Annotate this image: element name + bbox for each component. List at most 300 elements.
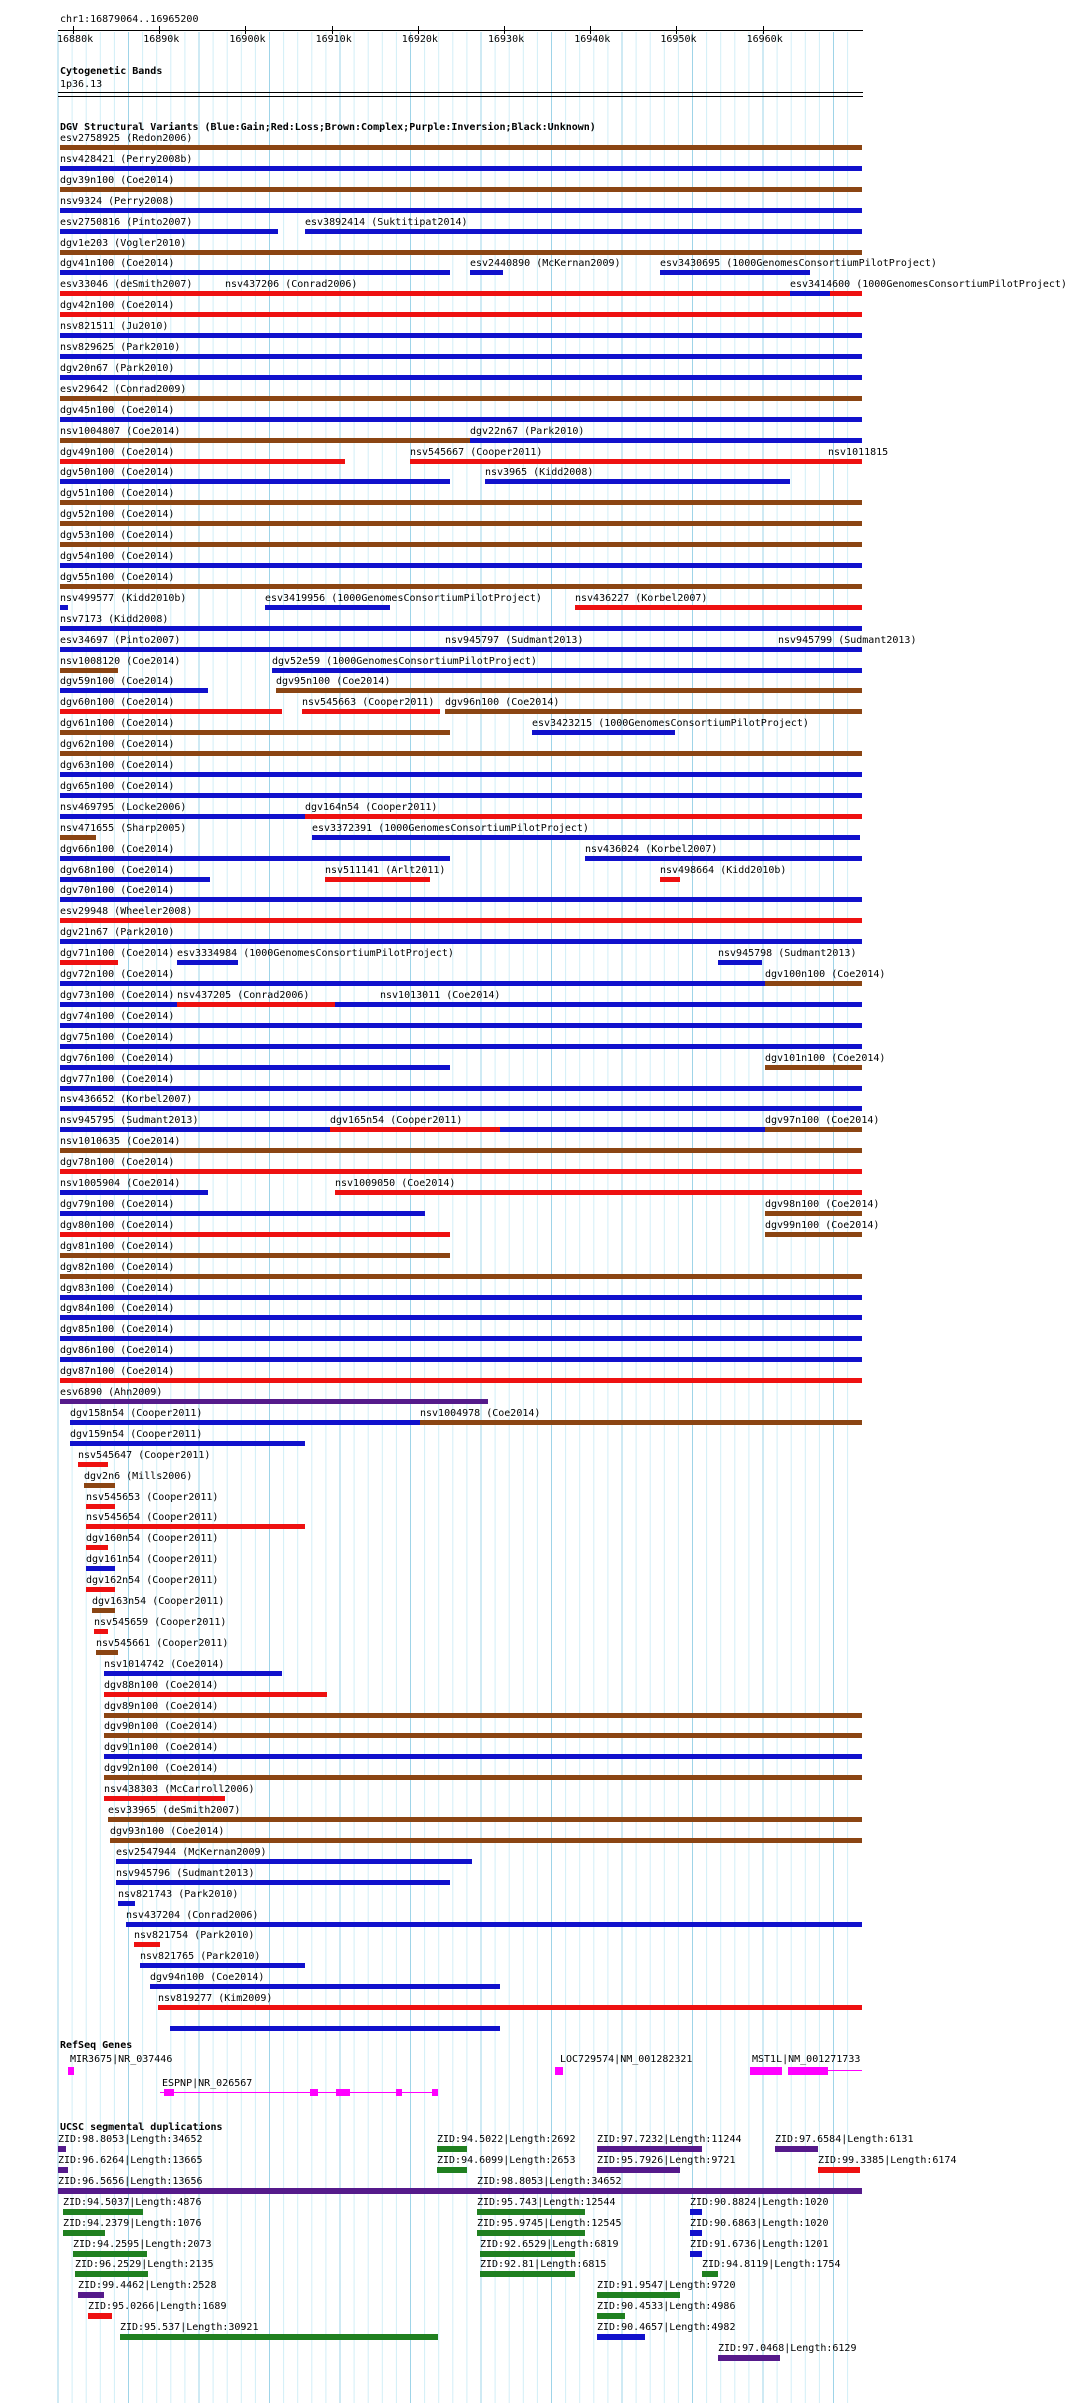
- variant-label[interactable]: nsv428421 (Perry2008b): [60, 153, 193, 165]
- variant-bar[interactable]: [420, 1420, 862, 1425]
- variant-bar[interactable]: [104, 1733, 862, 1738]
- variant-bar[interactable]: [60, 1211, 425, 1216]
- variant-label[interactable]: dgv81n100 (Coe2014): [60, 1240, 175, 1252]
- segdup-label[interactable]: ZID:95.537|Length:30921: [120, 2322, 259, 2334]
- variant-bar[interactable]: [60, 417, 862, 422]
- segdup-bar[interactable]: [120, 2334, 438, 2340]
- variant-label[interactable]: esv3423215 (1000GenomesConsortiumPilotProject): [532, 718, 809, 730]
- variant-bar[interactable]: [60, 793, 862, 798]
- variant-label[interactable]: esv3430695 (1000GenomesConsortiumPilotProject): [660, 258, 937, 270]
- variant-label[interactable]: dgv161n54 (Cooper2011): [86, 1554, 219, 1566]
- segdup-bar[interactable]: [480, 2271, 575, 2277]
- variant-bar[interactable]: [177, 960, 238, 965]
- segdup-label[interactable]: ZID:96.2529|Length:2135: [75, 2259, 214, 2271]
- variant-label[interactable]: nsv821765 (Park2010): [140, 1951, 261, 1963]
- gene-label[interactable]: MST1L|NM_001271733: [752, 2054, 861, 2065]
- variant-label[interactable]: dgv2n6 (Mills2006): [84, 1470, 193, 1482]
- variant-bar[interactable]: [60, 939, 862, 944]
- variant-label[interactable]: dgv164n54 (Cooper2011): [305, 801, 438, 813]
- variant-bar[interactable]: [60, 1044, 862, 1049]
- variant-label[interactable]: dgv165n54 (Cooper2011): [330, 1115, 463, 1127]
- variant-bar[interactable]: [118, 1901, 135, 1906]
- variant-bar[interactable]: [104, 1692, 327, 1697]
- variant-bar[interactable]: [60, 521, 862, 526]
- variant-bar[interactable]: [60, 563, 862, 568]
- variant-label[interactable]: nsv821511 (Ju2010): [60, 321, 169, 333]
- segdup-label[interactable]: ZID:90.4533|Length:4986: [597, 2301, 736, 2313]
- variant-bar[interactable]: [78, 1462, 108, 1467]
- variant-bar[interactable]: [60, 877, 210, 882]
- variant-bar[interactable]: [126, 1922, 862, 1927]
- variant-label[interactable]: esv34697 (Pinto2007): [60, 634, 181, 646]
- variant-label[interactable]: dgv96n100 (Coe2014): [445, 697, 560, 709]
- variant-bar[interactable]: [86, 1587, 115, 1592]
- variant-bar[interactable]: [116, 1859, 472, 1864]
- variant-bar[interactable]: [778, 647, 862, 652]
- variant-label[interactable]: dgv159n54 (Cooper2011): [70, 1428, 203, 1440]
- segdup-bar[interactable]: [63, 2230, 105, 2236]
- variant-bar[interactable]: [305, 229, 862, 234]
- variant-bar[interactable]: [60, 626, 862, 631]
- variant-label[interactable]: dgv95n100 (Coe2014): [276, 676, 391, 688]
- variant-bar[interactable]: [60, 772, 862, 777]
- variant-label[interactable]: dgv1e203 (Vogler2010): [60, 237, 187, 249]
- segdup-label[interactable]: ZID:99.3385|Length:6174: [818, 2154, 957, 2166]
- variant-bar[interactable]: [60, 918, 862, 923]
- variant-label[interactable]: dgv86n100 (Coe2014): [60, 1345, 175, 1357]
- variant-bar[interactable]: [828, 459, 862, 464]
- variant-label[interactable]: nsv7173 (Kidd2008): [60, 613, 169, 625]
- variant-label[interactable]: dgv63n100 (Coe2014): [60, 760, 175, 771]
- variant-bar[interactable]: [104, 1796, 225, 1801]
- segdup-bar[interactable]: [690, 2230, 702, 2236]
- variant-bar[interactable]: [765, 1211, 862, 1216]
- segdup-label[interactable]: ZID:95.743|Length:12544: [477, 2196, 616, 2208]
- segdup-bar[interactable]: [63, 2209, 143, 2215]
- variant-bar[interactable]: [86, 1545, 108, 1550]
- variant-label[interactable]: dgv76n100 (Coe2014): [60, 1052, 175, 1064]
- gene-label[interactable]: LOC729574|NM_001282321: [560, 2054, 693, 2065]
- segdup-bar[interactable]: [477, 2188, 862, 2194]
- variant-bar[interactable]: [86, 1566, 115, 1571]
- variant-bar[interactable]: [60, 835, 96, 840]
- variant-bar[interactable]: [335, 1190, 862, 1195]
- variant-bar[interactable]: [60, 1086, 862, 1091]
- variant-label[interactable]: nsv437204 (Conrad2006): [126, 1909, 259, 1921]
- variant-label[interactable]: nsv499577 (Kidd2010b): [60, 592, 187, 604]
- variant-label[interactable]: esv3334984 (1000GenomesConsortiumPilotProject): [177, 948, 454, 960]
- variant-bar[interactable]: [718, 960, 762, 965]
- variant-label[interactable]: dgv22n67 (Park2010): [470, 425, 585, 437]
- segdup-bar[interactable]: [690, 2209, 702, 2215]
- variant-label[interactable]: dgv84n100 (Coe2014): [60, 1303, 175, 1315]
- segdup-bar[interactable]: [690, 2251, 702, 2257]
- gene-glyph[interactable]: [828, 2070, 862, 2071]
- segdup-label[interactable]: ZID:90.6863|Length:1020: [690, 2217, 829, 2229]
- variant-bar[interactable]: [380, 1002, 862, 1007]
- variant-label[interactable]: esv2547944 (McKernan2009): [116, 1846, 267, 1858]
- variant-bar[interactable]: [532, 730, 675, 735]
- gene-glyph[interactable]: [68, 2067, 74, 2075]
- variant-label[interactable]: nsv1013011 (Coe2014): [380, 989, 501, 1001]
- variant-label[interactable]: dgv55n100 (Coe2014): [60, 571, 175, 583]
- gene-glyph[interactable]: [788, 2067, 828, 2075]
- variant-bar[interactable]: [60, 981, 862, 986]
- variant-label[interactable]: dgv41n100 (Coe2014): [60, 258, 175, 270]
- variant-label[interactable]: nsv545661 (Cooper2011): [96, 1637, 229, 1649]
- variant-label[interactable]: dgv92n100 (Coe2014): [104, 1763, 219, 1775]
- variant-label[interactable]: dgv70n100 (Coe2014): [60, 885, 175, 897]
- variant-bar[interactable]: [60, 1336, 862, 1341]
- variant-label[interactable]: nsv1008120 (Coe2014): [60, 655, 181, 667]
- variant-bar[interactable]: [225, 291, 775, 296]
- variant-bar[interactable]: [60, 542, 862, 547]
- variant-bar[interactable]: [60, 897, 862, 902]
- variant-bar[interactable]: [177, 1002, 335, 1007]
- variant-label[interactable]: dgv62n100 (Coe2014): [60, 739, 175, 751]
- variant-bar[interactable]: [60, 500, 862, 505]
- variant-label[interactable]: nsv1004978 (Coe2014): [420, 1407, 541, 1419]
- variant-bar[interactable]: [60, 1274, 862, 1279]
- variant-bar[interactable]: [60, 459, 345, 464]
- segdup-bar[interactable]: [480, 2251, 575, 2257]
- variant-label[interactable]: nsv438303 (McCarroll2006): [104, 1784, 255, 1796]
- segdup-bar[interactable]: [437, 2167, 467, 2173]
- variant-label[interactable]: dgv89n100 (Coe2014): [104, 1700, 219, 1712]
- variant-label[interactable]: dgv61n100 (Coe2014): [60, 718, 175, 730]
- variant-bar[interactable]: [765, 1065, 862, 1070]
- variant-label[interactable]: dgv97n100 (Coe2014): [765, 1115, 880, 1127]
- variant-bar[interactable]: [60, 1232, 450, 1237]
- variant-bar[interactable]: [60, 145, 862, 150]
- variant-bar[interactable]: [60, 1190, 208, 1195]
- segdup-label[interactable]: ZID:96.5656|Length:13656: [58, 2175, 203, 2187]
- segdup-bar[interactable]: [58, 2146, 66, 2152]
- variant-bar[interactable]: [108, 1817, 862, 1822]
- variant-label[interactable]: dgv91n100 (Coe2014): [104, 1742, 219, 1754]
- variant-label[interactable]: nsv945799 (Sudmant2013): [778, 634, 917, 646]
- segdup-bar[interactable]: [702, 2271, 718, 2277]
- variant-bar[interactable]: [765, 1232, 862, 1237]
- segdup-bar[interactable]: [477, 2230, 585, 2236]
- variant-label[interactable]: esv2758925 (Redon2006): [60, 133, 193, 144]
- variant-bar[interactable]: [110, 1838, 862, 1843]
- variant-bar[interactable]: [60, 584, 862, 589]
- variant-label[interactable]: esv2440890 (McKernan2009): [470, 258, 621, 270]
- segdup-label[interactable]: ZID:91.6736|Length:1201: [690, 2238, 829, 2250]
- variant-bar[interactable]: [60, 1357, 862, 1362]
- variant-label[interactable]: dgv77n100 (Coe2014): [60, 1073, 175, 1085]
- variant-label[interactable]: dgv78n100 (Coe2014): [60, 1157, 175, 1169]
- variant-bar[interactable]: [312, 835, 860, 840]
- segdup-label[interactable]: ZID:94.8119|Length:1754: [702, 2259, 841, 2271]
- variant-bar[interactable]: [765, 981, 862, 986]
- segdup-label[interactable]: ZID:96.6264|Length:13665: [58, 2154, 203, 2166]
- segdup-bar[interactable]: [477, 2209, 585, 2215]
- segdup-label[interactable]: ZID:91.9547|Length:9720: [597, 2280, 736, 2292]
- variant-label[interactable]: esv3414600 (1000GenomesConsortiumPilotProject): [790, 279, 1067, 291]
- variant-label[interactable]: dgv75n100 (Coe2014): [60, 1031, 175, 1043]
- variant-label[interactable]: nsv1011815: [828, 446, 889, 458]
- variant-bar[interactable]: [150, 1984, 500, 1989]
- variant-label[interactable]: dgv71n100 (Coe2014): [60, 948, 175, 960]
- variant-label[interactable]: nsv1005904 (Coe2014): [60, 1178, 181, 1189]
- gene-label[interactable]: MIR3675|NR_037446: [70, 2054, 173, 2065]
- variant-label[interactable]: nsv545667 (Cooper2011): [410, 446, 543, 458]
- variant-bar[interactable]: [60, 1295, 862, 1300]
- variant-bar[interactable]: [60, 1065, 450, 1070]
- variant-bar[interactable]: [60, 1378, 862, 1383]
- segdup-label[interactable]: ZID:92.81|Length:6815: [480, 2259, 607, 2271]
- variant-bar[interactable]: [302, 709, 440, 714]
- variant-label[interactable]: nsv3965 (Kidd2008): [485, 467, 594, 479]
- segdup-label[interactable]: ZID:94.2595|Length:2073: [73, 2238, 212, 2250]
- segdup-label[interactable]: ZID:99.4462|Length:2528: [78, 2280, 217, 2292]
- variant-bar[interactable]: [60, 354, 862, 359]
- variant-bar[interactable]: [140, 1963, 305, 1968]
- variant-bar[interactable]: [96, 1650, 118, 1655]
- variant-label[interactable]: dgv82n100 (Coe2014): [60, 1261, 175, 1273]
- variant-label[interactable]: nsv829625 (Park2010): [60, 342, 181, 353]
- variant-label[interactable]: dgv20n67 (Park2010): [60, 362, 175, 374]
- variant-bar[interactable]: [84, 1483, 115, 1488]
- variant-label[interactable]: esv3419956 (1000GenomesConsortiumPilotProject): [265, 592, 542, 604]
- variant-bar[interactable]: [60, 960, 118, 965]
- variant-label[interactable]: dgv74n100 (Coe2014): [60, 1010, 175, 1022]
- variant-bar[interactable]: [60, 479, 450, 484]
- variant-label[interactable]: nsv945798 (Sudmant2013): [718, 948, 857, 960]
- variant-label[interactable]: nsv1004807 (Coe2014): [60, 425, 181, 437]
- variant-label[interactable]: nsv437206 (Conrad2006): [225, 279, 358, 291]
- variant-bar[interactable]: [104, 1713, 862, 1718]
- segdup-label[interactable]: ZID:98.8053|Length:34652: [58, 2134, 203, 2145]
- segdup-bar[interactable]: [597, 2313, 625, 2319]
- segdup-bar[interactable]: [78, 2292, 104, 2298]
- segdup-bar[interactable]: [75, 2271, 148, 2277]
- variant-label[interactable]: esv29948 (Wheeler2008): [60, 906, 193, 918]
- segdup-label[interactable]: ZID:90.8824|Length:1020: [690, 2196, 829, 2208]
- segdup-label[interactable]: ZID:98.8053|Length:34652: [477, 2175, 622, 2187]
- variant-bar[interactable]: [325, 877, 430, 882]
- variant-bar[interactable]: [660, 270, 810, 275]
- segdup-label[interactable]: ZID:94.2379|Length:1076: [63, 2217, 202, 2229]
- variant-label[interactable]: dgv85n100 (Coe2014): [60, 1324, 175, 1336]
- variant-label[interactable]: dgv50n100 (Coe2014): [60, 467, 175, 479]
- variant-bar[interactable]: [60, 605, 68, 610]
- variant-label[interactable]: nsv545647 (Cooper2011): [78, 1449, 211, 1461]
- segdup-bar[interactable]: [73, 2251, 147, 2257]
- segdup-bar[interactable]: [597, 2167, 680, 2173]
- variant-bar[interactable]: [60, 751, 862, 756]
- variant-label[interactable]: dgv60n100 (Coe2014): [60, 697, 175, 709]
- variant-bar[interactable]: [272, 668, 862, 673]
- variant-bar[interactable]: [60, 166, 862, 171]
- variant-label[interactable]: nsv436652 (Korbel2007): [60, 1094, 193, 1106]
- variant-bar[interactable]: [86, 1504, 115, 1509]
- variant-label[interactable]: dgv88n100 (Coe2014): [104, 1679, 219, 1691]
- variant-bar[interactable]: [470, 438, 862, 443]
- variant-bar[interactable]: [305, 814, 862, 819]
- segdup-label[interactable]: ZID:95.7926|Length:9721: [597, 2154, 736, 2166]
- gene-glyph[interactable]: [750, 2067, 782, 2075]
- variant-label[interactable]: dgv42n100 (Coe2014): [60, 300, 175, 312]
- variant-label[interactable]: nsv511141 (Arlt2011): [325, 864, 446, 876]
- variant-bar[interactable]: [116, 1880, 450, 1885]
- variant-bar[interactable]: [470, 270, 503, 275]
- variant-bar[interactable]: [60, 270, 450, 275]
- variant-label[interactable]: dgv21n67 (Park2010): [60, 927, 175, 939]
- variant-bar[interactable]: [60, 229, 278, 234]
- gene-label[interactable]: ESPNP|NR_026567: [162, 2078, 253, 2089]
- variant-label[interactable]: dgv90n100 (Coe2014): [104, 1721, 219, 1733]
- segdup-bar[interactable]: [597, 2334, 645, 2340]
- variant-label[interactable]: dgv99n100 (Coe2014): [765, 1219, 880, 1231]
- segdup-label[interactable]: ZID:94.6099|Length:2653: [437, 2154, 576, 2166]
- variant-bar[interactable]: [92, 1608, 115, 1613]
- variant-label[interactable]: nsv471655 (Sharp2005): [60, 822, 187, 834]
- variant-label[interactable]: nsv469795 (Locke2006): [60, 801, 187, 813]
- variant-label[interactable]: dgv101n100 (Coe2014): [765, 1052, 886, 1064]
- variant-label[interactable]: nsv821754 (Park2010): [134, 1930, 255, 1942]
- variant-label[interactable]: dgv65n100 (Coe2014): [60, 780, 175, 792]
- variant-bar[interactable]: [660, 877, 680, 882]
- segdup-label[interactable]: ZID:97.7232|Length:11244: [597, 2134, 742, 2145]
- variant-label[interactable]: nsv9324 (Perry2008): [60, 195, 175, 207]
- variant-bar[interactable]: [60, 1023, 862, 1028]
- segdup-label[interactable]: ZID:94.5022|Length:2692: [437, 2134, 576, 2145]
- variant-bar[interactable]: [265, 605, 390, 610]
- variant-bar[interactable]: [60, 312, 862, 317]
- segdup-label[interactable]: ZID:94.5037|Length:4876: [63, 2196, 202, 2208]
- variant-label[interactable]: nsv945797 (Sudmant2013): [445, 634, 584, 646]
- variant-label[interactable]: nsv545653 (Cooper2011): [86, 1491, 219, 1503]
- variant-label[interactable]: dgv160n54 (Cooper2011): [86, 1533, 219, 1545]
- variant-bar[interactable]: [60, 1106, 862, 1111]
- variant-label[interactable]: esv3892414 (Suktitipat2014): [305, 216, 468, 228]
- variant-label[interactable]: dgv93n100 (Coe2014): [110, 1825, 225, 1837]
- variant-label[interactable]: esv29642 (Conrad2009): [60, 383, 187, 395]
- variant-bar[interactable]: [70, 1441, 305, 1446]
- variant-label[interactable]: dgv39n100 (Coe2014): [60, 174, 175, 186]
- variant-label[interactable]: dgv68n100 (Coe2014): [60, 864, 175, 876]
- variant-bar[interactable]: [60, 668, 118, 673]
- segdup-label[interactable]: ZID:95.0266|Length:1689: [88, 2301, 227, 2313]
- variant-label[interactable]: nsv437205 (Conrad2006): [177, 989, 310, 1001]
- segdup-bar[interactable]: [88, 2313, 112, 2319]
- variant-label[interactable]: nsv436227 (Korbel2007): [575, 592, 708, 604]
- variant-label[interactable]: dgv59n100 (Coe2014): [60, 676, 175, 688]
- variant-bar[interactable]: [60, 1399, 488, 1404]
- variant-label[interactable]: dgv87n100 (Coe2014): [60, 1366, 175, 1378]
- variant-bar[interactable]: [60, 1315, 862, 1320]
- variant-label[interactable]: dgv163n54 (Cooper2011): [92, 1596, 225, 1607]
- variant-bar[interactable]: [60, 709, 282, 714]
- variant-label[interactable]: dgv98n100 (Coe2014): [765, 1198, 880, 1210]
- segdup-bar[interactable]: [818, 2167, 860, 2173]
- variant-bar[interactable]: [104, 1671, 282, 1676]
- variant-bar[interactable]: [86, 1524, 305, 1529]
- segdup-bar[interactable]: [597, 2292, 680, 2298]
- variant-label[interactable]: nsv498664 (Kidd2010b): [660, 864, 787, 876]
- variant-label[interactable]: esv33965 (deSmith2007): [108, 1805, 241, 1816]
- variant-bar[interactable]: [60, 396, 862, 401]
- variant-bar[interactable]: [60, 187, 862, 192]
- variant-label[interactable]: dgv66n100 (Coe2014): [60, 843, 175, 855]
- variant-label[interactable]: dgv162n54 (Cooper2011): [86, 1575, 219, 1587]
- variant-label[interactable]: dgv80n100 (Coe2014): [60, 1219, 175, 1231]
- variant-label[interactable]: dgv52e59 (1000GenomesConsortiumPilotProject): [272, 655, 537, 667]
- variant-bar[interactable]: [60, 333, 862, 338]
- segdup-bar[interactable]: [718, 2355, 780, 2361]
- variant-label[interactable]: dgv158n54 (Cooper2011): [70, 1407, 203, 1419]
- gene-glyph[interactable]: [555, 2067, 563, 2075]
- variant-label[interactable]: dgv54n100 (Coe2014): [60, 551, 175, 562]
- variant-bar[interactable]: [158, 2005, 862, 2010]
- variant-bar[interactable]: [60, 1253, 450, 1258]
- segdup-label[interactable]: ZID:90.4657|Length:4982: [597, 2322, 736, 2334]
- variant-bar[interactable]: [575, 605, 862, 610]
- variant-bar[interactable]: [410, 459, 862, 464]
- variant-bar[interactable]: [60, 730, 450, 735]
- variant-bar[interactable]: [485, 479, 790, 484]
- segdup-bar[interactable]: [597, 2146, 702, 2152]
- segdup-bar[interactable]: [58, 2167, 68, 2173]
- variant-bar[interactable]: [104, 1775, 862, 1780]
- variant-bar[interactable]: [60, 250, 862, 255]
- variant-bar[interactable]: [445, 709, 862, 714]
- segdup-bar[interactable]: [437, 2146, 467, 2152]
- variant-bar[interactable]: [60, 688, 208, 693]
- variant-label[interactable]: dgv72n100 (Coe2014): [60, 969, 175, 980]
- variant-bar[interactable]: [276, 688, 862, 693]
- segdup-label[interactable]: ZID:95.9745|Length:12545: [477, 2217, 622, 2229]
- variant-label[interactable]: nsv945796 (Sudmant2013): [116, 1867, 255, 1879]
- segdup-label[interactable]: ZID:92.6529|Length:6819: [480, 2238, 619, 2250]
- segdup-label[interactable]: ZID:97.6584|Length:6131: [775, 2134, 914, 2145]
- segdup-label[interactable]: ZID:97.0468|Length:6129: [718, 2343, 857, 2354]
- variant-label[interactable]: nsv545663 (Cooper2011): [302, 697, 435, 709]
- variant-label[interactable]: nsv545654 (Cooper2011): [86, 1512, 219, 1524]
- variant-label[interactable]: esv3372391 (1000GenomesConsortiumPilotProject): [312, 822, 589, 834]
- variant-label[interactable]: esv6890 (Ahn2009): [60, 1387, 163, 1398]
- segdup-bar[interactable]: [775, 2146, 818, 2152]
- variant-bar[interactable]: [104, 1754, 862, 1759]
- variant-label[interactable]: dgv100n100 (Coe2014): [765, 969, 886, 980]
- variant-bar[interactable]: [765, 1127, 862, 1132]
- variant-label[interactable]: dgv52n100 (Coe2014): [60, 509, 175, 521]
- variant-label[interactable]: dgv53n100 (Coe2014): [60, 530, 175, 542]
- variant-bar[interactable]: [60, 208, 862, 213]
- variant-bar[interactable]: [790, 291, 830, 296]
- variant-label[interactable]: nsv1014742 (Coe2014): [104, 1658, 225, 1670]
- variant-label[interactable]: nsv819277 (Kim2009): [158, 1993, 273, 2005]
- variant-bar[interactable]: [94, 1629, 108, 1634]
- variant-bar[interactable]: [585, 856, 862, 861]
- variant-bar[interactable]: [60, 1169, 862, 1174]
- variant-label[interactable]: esv33046 (deSmith2007): [60, 279, 193, 291]
- variant-label[interactable]: nsv1009050 (Coe2014): [335, 1178, 456, 1189]
- variant-label[interactable]: nsv436024 (Korbel2007): [585, 843, 718, 855]
- variant-label[interactable]: dgv73n100 (Coe2014): [60, 989, 175, 1001]
- variant-bar[interactable]: [60, 856, 450, 861]
- variant-bar[interactable]: [60, 375, 862, 380]
- variant-label[interactable]: nsv821743 (Park2010): [118, 1888, 239, 1900]
- variant-label[interactable]: dgv79n100 (Coe2014): [60, 1198, 175, 1210]
- variant-label[interactable]: esv2750816 (Pinto2007): [60, 216, 193, 228]
- variant-label[interactable]: dgv51n100 (Coe2014): [60, 488, 175, 500]
- variant-bar[interactable]: [134, 1942, 160, 1947]
- variant-label[interactable]: dgv45n100 (Coe2014): [60, 404, 175, 416]
